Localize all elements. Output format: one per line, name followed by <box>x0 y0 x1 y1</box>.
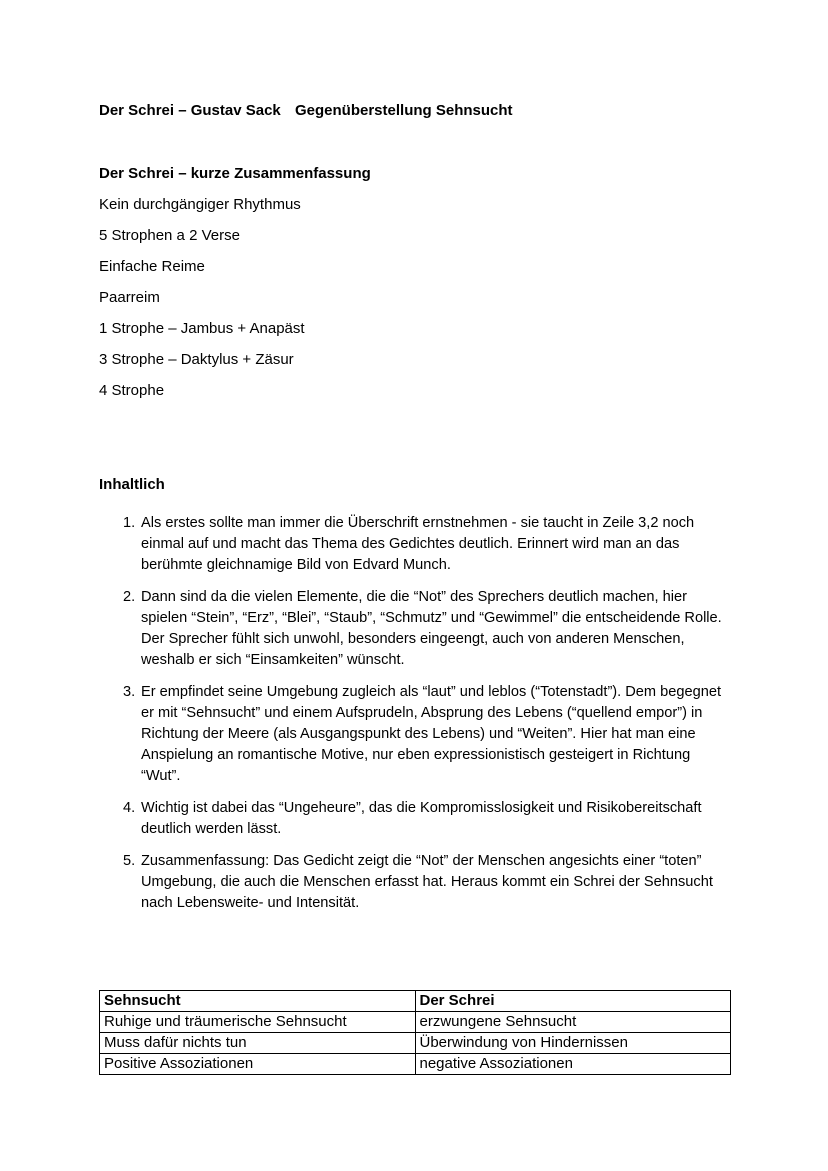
list-item <box>99 682 730 787</box>
comparison-table <box>99 990 731 1075</box>
table-cell: negative Assoziationen <box>415 1054 731 1075</box>
numbered-list <box>99 513 730 914</box>
list-item-number: 4. <box>123 800 136 816</box>
table-cell: Ruhige und träumerische Sehnsucht <box>100 1012 416 1033</box>
list-item <box>99 851 730 914</box>
table-cell: erzwungene Sehnsucht <box>415 1012 731 1033</box>
content-heading: Inhaltlich <box>99 476 165 493</box>
doc-title: Der Schrei – Gustav Sack <box>99 102 281 119</box>
table-cell: Überwindung von Hindernissen <box>415 1033 731 1054</box>
table-row <box>100 1033 731 1054</box>
list-item <box>99 513 730 576</box>
summary-line: 5 Strophen a 2 Verse <box>99 227 240 244</box>
summary-line: Einfache Reime <box>99 258 205 275</box>
table-header-row <box>100 991 731 1012</box>
list-item-number: 3. <box>123 684 136 700</box>
summary-line: 4 Strophe <box>99 382 165 399</box>
table-row <box>100 1054 731 1075</box>
summary-line: 3 Strophe – Daktylus + Zäsur <box>99 351 294 368</box>
doc-subtitle: Gegenüberstellung Sehnsucht <box>295 102 513 119</box>
list-item-text: Wichtig ist dabei das “Ungeheure”, das die Kompromisslosigkeit und Risikobereitschaft deutlich werden lässt. <box>141 800 702 837</box>
list-item-number: 5. <box>123 853 136 869</box>
summary-line: 1 Strophe – Jambus + Anapäst <box>99 320 305 337</box>
list-item-text: Als erstes sollte man immer die Überschrift ernstnehmen - sie taucht in Zeile 3,2 noch einmal auf und macht das Thema des Gedichtes deutlich. Erinnert wird man an das berühmte gleichnamige Bild von Edvard Munch. <box>141 515 695 573</box>
list-item <box>99 587 730 671</box>
summary-list <box>99 194 730 401</box>
list-item-text: Zusammenfassung: Das Gedicht zeigt die “Not” der Menschen angesichts einer “toten” Umgebung, die auch die Menschen erfasst hat. Heraus kommt ein Schrei der Sehnsucht nach Lebensweite- und Intensität. <box>141 853 713 911</box>
table-row <box>100 1012 731 1033</box>
list-item-number: 1. <box>123 515 136 531</box>
list-item-text: Er empfindet seine Umgebung zugleich als “laut” und leblos (“Totenstadt”). Dem begegnet er mit “Sehnsucht” und einem Aufsprudeln, Absprung des Lebens (“quellend empor”) in Richtung der Meere (als Ausgangspunkt des Lebens) und “Weiten”. Hier hat man eine Anspielung an romantische Motive, nur eben expressionistisch gesteigert in Richtung “Wut”. <box>141 684 722 784</box>
list-item-number: 2. <box>123 589 136 605</box>
summary-line: Kein durchgängiger Rhythmus <box>99 196 301 213</box>
summary-line: Paarreim <box>99 289 160 306</box>
table-cell: Muss dafür nichts tun <box>100 1033 416 1054</box>
table-header-cell: Der Schrei <box>415 991 731 1012</box>
summary-heading: Der Schrei – kurze Zusammenfassung <box>99 165 371 182</box>
table-header-cell: Sehnsucht <box>100 991 416 1012</box>
list-item-text: Dann sind da die vielen Elemente, die die “Not” des Sprechers deutlich machen, hier spielen “Stein”, “Erz”, “Blei”, “Staub”, “Schmutz” und “Gewimmel” die entscheidende Rolle. Der Sprecher fühlt sich unwohl, besonders eingeengt, auch von anderen Menschen, weshalb er sich “Einsamkeiten” wünscht. <box>141 589 722 668</box>
document-header <box>99 100 730 121</box>
list-item <box>99 798 730 840</box>
table-cell: Positive Assoziationen <box>100 1054 416 1075</box>
